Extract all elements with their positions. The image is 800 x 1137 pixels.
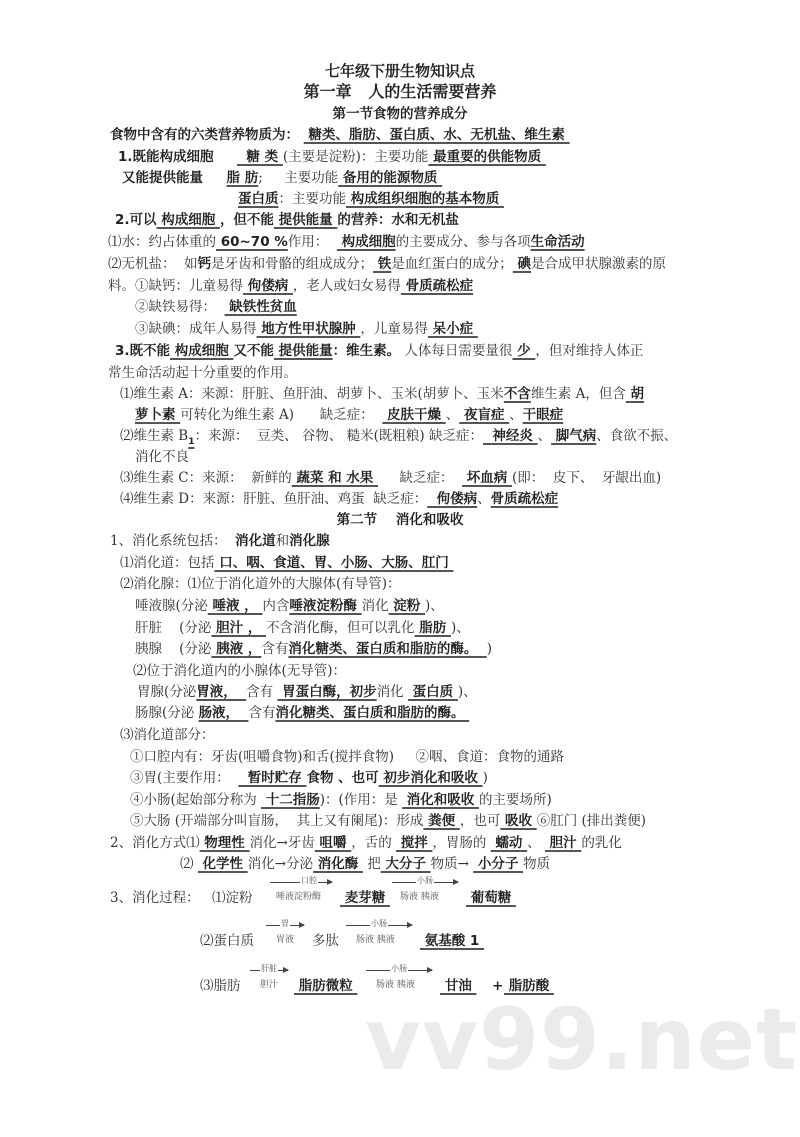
text-segment: )、: [450, 620, 470, 636]
fill-in-answer: 不含: [503, 386, 531, 402]
text-segment: 消化→分泌: [247, 856, 314, 872]
text-segment: 肠腺(分泌: [135, 705, 199, 721]
fill-in-answer: 蛋白质: [238, 191, 279, 207]
text-segment: 人体每日需要量很: [400, 343, 513, 359]
fill-in-answer: 胃液，: [196, 684, 247, 700]
text-line: [135, 298, 297, 316]
text-segment: 、: [477, 491, 491, 507]
text-line: [120, 385, 644, 403]
arrow-top-label: 小肠: [417, 876, 433, 885]
text-segment: ，也可: [459, 813, 501, 829]
fill-in-answer: 唾液淀粉酶: [289, 598, 362, 614]
arrow-bottom-label: 肠液 胰液: [356, 935, 395, 945]
text-segment: ⑶消化道部分：: [120, 727, 215, 743]
text-line: [122, 169, 442, 187]
text-line: [135, 320, 478, 338]
text-segment: 常生命活动起十分重要的作用。: [108, 365, 297, 381]
bold-text: 第二节 消化和吸收: [336, 512, 464, 528]
text-line: [130, 791, 552, 809]
text-line: [120, 490, 558, 508]
text-segment: 含有: [261, 641, 289, 657]
fill-in-answer: 骨质疏松症: [490, 491, 559, 507]
text-line: [120, 469, 661, 487]
text-line: [137, 683, 477, 701]
text-line: [0, 105, 800, 123]
fill-in-answer: 十二指肠: [261, 792, 320, 808]
text-segment: 含有: [246, 684, 278, 700]
text-segment: )、: [425, 598, 444, 614]
fill-in-answer: 少: [512, 343, 536, 359]
product-amino-acid: 氨基酸 1: [420, 933, 484, 949]
text-segment: ): [486, 641, 493, 657]
bold-text: 的营养：水和无机盐: [337, 212, 459, 228]
text-line: [130, 812, 646, 830]
process-label: 3、消化过程：: [110, 890, 200, 906]
product-glycerol: 甘油: [440, 978, 477, 994]
text-line: [108, 255, 666, 273]
text-line: [110, 834, 622, 852]
fill-in-answer: 干眼症: [522, 407, 564, 423]
bold-text: 食物中含有的六类营养物质为：: [110, 127, 304, 143]
text-segment: 内含: [262, 598, 290, 614]
bold-text: 消化腺: [289, 533, 330, 549]
text-segment: 的乳化: [581, 835, 622, 851]
text-segment: 是牙齿和骨骼的组成成分；: [211, 256, 374, 272]
text-segment: 的主要场所): [479, 792, 552, 808]
text-line: [133, 662, 346, 680]
fill-in-answer: 胆汁 ，: [211, 620, 267, 636]
text-segment: ⑤大肠 (开端部分叫盲肠， 其上又有阑尾)：形成: [130, 813, 424, 829]
text-segment: 缺乏症：: [378, 470, 463, 486]
fill-in-answer: 消化糖类、蛋白质和脂肪的酶。: [275, 705, 470, 721]
fill-in-answer: 胡: [625, 386, 645, 402]
fill-in-answer: 脂肪: [414, 620, 451, 636]
fill-in-answer: 萝卜素: [135, 407, 181, 423]
text-segment: 胃腺(分泌: [137, 684, 197, 700]
bold-text: 又能提供能量: [122, 170, 227, 186]
text-segment: ⑵无机盐： 如: [108, 256, 198, 272]
text-segment: ：主要功能: [278, 191, 346, 207]
text-segment: 、: [509, 407, 523, 423]
fill-in-answer: 呆小症: [427, 321, 478, 337]
arrow-bottom-label: 唾液淀粉酶: [276, 892, 322, 902]
text-segment: 肝脏 (分泌: [135, 620, 212, 636]
text-line: [135, 597, 444, 615]
text-segment: ，胃肠的: [432, 835, 491, 851]
text-line: [108, 364, 297, 382]
text-line: [130, 769, 488, 787]
fat-label: ⑶脂肪: [200, 978, 241, 994]
text-segment: ⑴消化道：包括: [120, 555, 215, 571]
fill-in-answer: 消化糖类、蛋白质和脂肪的酶。: [288, 641, 487, 657]
text-segment: ，老人或妇女易得: [292, 278, 401, 294]
fill-in-answer: 搅拌: [396, 835, 433, 851]
fill-in-answer: 坏血病: [462, 470, 512, 486]
text-segment: (主要是淀粉)：主要功能: [282, 149, 429, 165]
fill-in-answer: 物理性: [199, 835, 250, 851]
text-line: [110, 126, 570, 144]
text-line: [108, 233, 585, 251]
text-segment: 、: [537, 428, 552, 444]
text-segment: 料。①缺钙：儿童易得: [108, 278, 243, 294]
fill-in-answer: 脚气病: [551, 428, 597, 444]
plus-sign: +: [492, 978, 504, 994]
fill-in-answer: 夜盲症: [459, 407, 510, 423]
product-fat-particles: 脂肪微粒: [294, 978, 358, 994]
text-segment: 是合成甲状腺激素的原: [531, 256, 666, 272]
bold-text: 食物 、也可: [306, 770, 379, 786]
text-segment: ，儿童易得: [360, 321, 428, 337]
text-line: [115, 211, 459, 229]
fill-in-answer: 脂 肪: [226, 170, 259, 186]
text-segment: ⑴维生素 A：来源：肝脏、鱼肝油、胡萝卜、玉米(胡萝卜、玉米: [120, 386, 504, 402]
text-segment: 消化: [361, 598, 389, 614]
arrow-top-label: 小肠: [371, 919, 387, 928]
text-segment: 是血红蛋白的成分；: [391, 256, 513, 272]
text-line: [118, 148, 546, 166]
fill-in-answer: 构成细胞: [336, 234, 396, 250]
text-segment: ⑵位于消化道内的小腺体(无导管)：: [133, 663, 347, 679]
text-line: [115, 342, 643, 360]
fill-in-answer: 神经炎: [482, 428, 538, 444]
text-line: [120, 575, 401, 593]
text-segment: ⑶维生素 C：来源： 新鲜的: [120, 470, 292, 486]
text-segment: 消化: [376, 684, 408, 700]
fill-in-answer: 蔬菜 和 水果: [291, 470, 379, 486]
fill-in-answer: 淀粉: [388, 598, 425, 614]
product-glucose: 葡萄糖: [466, 890, 516, 906]
text-segment: ⑷维生素 D：来源：肝脏、鱼肝油、鸡蛋 缺乏症：: [120, 491, 428, 507]
fill-in-answer: 备用的能源物质: [338, 170, 443, 186]
fill-in-answer: 粪便: [423, 813, 460, 829]
arrow-bottom-label: 肠液 胰液: [400, 892, 439, 902]
text-segment: ; 主要功能: [258, 170, 339, 186]
text-segment: 把: [362, 856, 381, 872]
product-polypeptide: 多肽: [312, 933, 339, 949]
text-line: [135, 406, 563, 424]
bold-text: 3.既不能: [115, 343, 171, 359]
protein-label: ⑵蛋白质: [200, 933, 254, 949]
fill-in-answer: 皮肤干燥: [382, 407, 446, 423]
text-segment: ，舌的: [351, 835, 397, 851]
fill-in-answer: 肠液，: [198, 705, 249, 721]
text-segment: ，但对维持人体正: [535, 343, 644, 359]
fill-in-answer: 吸收: [500, 813, 537, 829]
fill-in-answer: 缺铁性贫血: [224, 299, 297, 315]
arrow-top-label: 小肠: [391, 964, 407, 973]
text-segment: ①口腔内有：牙齿(咀嚼食物)和舌(搅拌食物) ②咽、食道：食物的通路: [130, 749, 565, 765]
text-line: [108, 277, 473, 295]
product-maltose: 麦芽糖: [340, 890, 390, 906]
bold-text: 消化道: [235, 533, 276, 549]
fill-in-answer: 60~70 %: [216, 234, 288, 250]
text-line: [135, 619, 470, 637]
fill-in-answer: 碘: [512, 256, 531, 272]
text-segment: 消化不良: [135, 449, 189, 465]
arrow-top-label: 口腔: [301, 876, 317, 885]
text-segment: ⑴水：约占体重的: [108, 234, 216, 250]
fill-in-answer: 骨质疏松症: [400, 278, 474, 294]
bold-text: 钙: [197, 256, 212, 272]
text-segment: ⑵消化腺：⑴位于消化道外的大腺体(有导管)：: [120, 576, 401, 592]
fill-in-answer: 佝偻病: [427, 491, 478, 507]
text-segment: 、食欲不振、: [596, 428, 678, 444]
fill-in-answer: 构成细胞: [170, 343, 234, 359]
text-line: [120, 726, 215, 744]
fill-in-answer: 佝偻病: [243, 278, 293, 294]
fill-in-answer: 化学性: [197, 856, 248, 872]
text-segment: 物质→: [430, 856, 474, 872]
text-segment: 、: [527, 835, 545, 851]
text-segment: 可转化为维生素 A) 缺乏症：: [180, 407, 383, 423]
fill-in-answer: 蛋白质: [407, 684, 458, 700]
fill-in-answer: 构成组织细胞的基本物质: [346, 191, 504, 207]
product-fatty-acid: 脂肪酸: [504, 978, 554, 994]
text-segment: ⑥肛门 (排出粪便): [536, 813, 647, 829]
fill-in-answer: 1: [188, 437, 195, 447]
text-segment: )、: [457, 684, 477, 700]
fill-in-answer: 生命活动: [530, 234, 585, 250]
fill-in-answer: 糖 类: [237, 149, 283, 165]
fill-in-answer: 胆汁: [544, 835, 582, 851]
bold-text: 又不能: [233, 343, 274, 359]
fill-in-answer: 蠕动: [490, 835, 528, 851]
text-segment: 的主要成分、参与各项: [395, 234, 531, 250]
text-segment: ：来源： 豆类、 谷物、 糙米(既粗粮) 缺乏症：: [194, 428, 483, 444]
text-segment: ③缺碘：成年人易得: [135, 321, 257, 337]
text-segment: ⑵维生素 B: [120, 428, 189, 444]
bold-text: 1.既能构成细胞: [118, 149, 238, 165]
text-segment: 唾液腺(分泌: [135, 598, 208, 614]
arrow-bottom-label: 胃液: [276, 935, 295, 945]
text-line: [238, 190, 504, 208]
fill-in-answer: 暂时贮存: [238, 770, 307, 786]
text-segment: ): [482, 770, 488, 786]
text-segment: 2、消化方式⑴: [110, 835, 200, 851]
fill-in-answer: 口、咽、食道、胃、小肠、大肠、肛门: [214, 555, 454, 571]
fill-in-answer: 唾液 ，: [207, 598, 263, 614]
fill-in-answer: 胰液 ，: [211, 641, 262, 657]
starch-label: ⑴淀粉: [212, 890, 253, 906]
text-segment: 消化→牙齿: [249, 835, 315, 851]
text-segment: 物质: [523, 856, 551, 872]
text-line: [120, 427, 677, 451]
bold-text: ，但不能: [219, 212, 274, 228]
text-segment: 含有: [248, 705, 276, 721]
fill-in-answer: 地方性甲状腺肿: [256, 321, 361, 337]
arrow-bottom-label: 胆汁: [260, 980, 279, 990]
watermark: vv99.net: [365, 990, 799, 1090]
fill-in-answer: 消化和吸收: [402, 792, 479, 808]
text-segment: 1、消化系统包括：: [110, 533, 236, 549]
fill-in-answer: 铁: [373, 256, 392, 272]
text-line: [120, 554, 453, 572]
text-line: [135, 640, 492, 658]
text-segment: (即： 皮下、 牙龈出血): [511, 470, 662, 486]
text-segment: ②缺铁易得：: [135, 299, 225, 315]
fill-in-answer: 小分子: [473, 856, 524, 872]
fill-in-answer: 提供能量: [273, 212, 338, 228]
text-line: [135, 704, 469, 722]
text-segment: 和: [275, 533, 290, 549]
bold-text: 2.可以: [115, 212, 157, 228]
text-line: [180, 855, 550, 873]
fill-in-answer: 构成细胞: [156, 212, 220, 228]
arrow-top-label: 肝脏: [261, 964, 277, 973]
text-line: [0, 511, 800, 529]
bold-text: 第一节食物的营养成分: [332, 106, 468, 122]
text-segment: 胰腺 (分泌: [135, 641, 212, 657]
text-line: [130, 748, 564, 766]
fill-in-answer: 糖类、脂肪、蛋白质、水、无机盐、维生素: [303, 127, 570, 143]
text-segment: ④小肠(起始部分称为: [130, 792, 262, 808]
fill-in-answer: 咀嚼: [314, 835, 352, 851]
bold-text: ：维生素。: [332, 343, 401, 359]
chapter-heading: 第一章 人的生活需要营养: [303, 82, 497, 101]
fill-in-answer: 胃蛋白酶，初步: [277, 684, 377, 700]
text-line: [135, 448, 189, 466]
fill-in-answer: 最重要的供能物质: [428, 149, 546, 165]
fill-in-answer: 消化酶: [313, 856, 363, 872]
document-title: 七年级下册生物知识点: [324, 62, 475, 80]
text-segment: )：(作用：是: [319, 792, 403, 808]
fill-in-answer: 提供能量: [273, 343, 333, 359]
text-segment: 维生素 A，但含: [530, 386, 626, 402]
fill-in-answer: 大分子: [380, 856, 431, 872]
text-line: [110, 532, 330, 550]
text-segment: 、: [445, 407, 460, 423]
text-segment: 不含消化酶，但可以乳化: [266, 620, 415, 636]
arrow-bottom-label: 肠液 胰液: [376, 980, 415, 990]
arrow-top-label: 胃: [281, 919, 289, 928]
text-segment: ⑵: [180, 856, 198, 872]
fill-in-answer: 初步消化和吸收: [378, 770, 483, 786]
text-segment: 作用：: [287, 234, 337, 250]
text-segment: ③胃(主要作用：: [130, 770, 239, 786]
